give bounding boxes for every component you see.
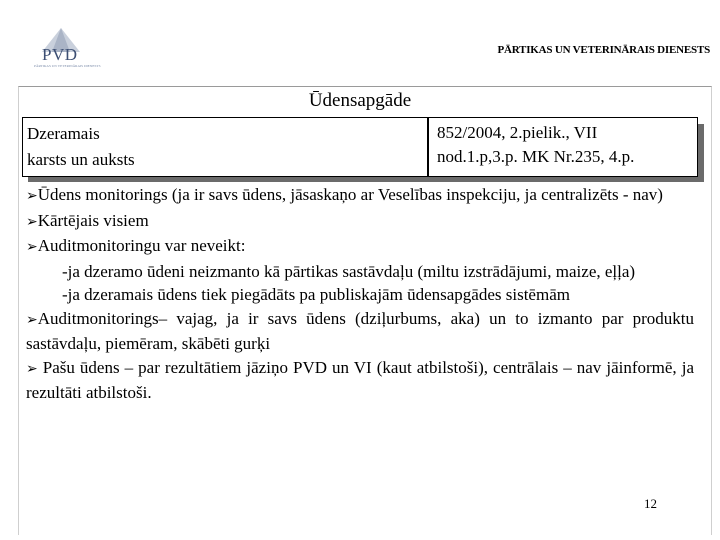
water-type-box (22, 117, 428, 177)
bullet-item: ➢ Pašu ūdens – par rezultātiem jāziņo PVD un VI (kaut atbilstoši), centrālais – nav jāinformē, ja rezultāti atbilstoši. (26, 357, 694, 402)
logo-text: PVD (42, 45, 78, 64)
regulation-line-2: nod.1.p,3.p. MK Nr.235, 4.p. (437, 147, 635, 166)
arrow-bullet-icon: ➢ (26, 188, 38, 204)
water-type-line-2: karsts un auksts (27, 150, 135, 169)
bullet-item: ➢Auditmonitorings– vajag, ja ir savs ūdens (dziļurbums, aka) un to izmanto par produktu sastāvdaļu, piemēram, skābēti gurķi (26, 308, 694, 353)
sub-item: -ja dzeramo ūdeni neizmanto kā pārtikas sastāvdaļu (miltu izstrādājumi, maize, eļļa) (62, 261, 636, 281)
arrow-bullet-icon: ➢ (26, 213, 38, 230)
page-number: 12 (644, 496, 657, 511)
bullet-item: ➢Kārtējais visiem (26, 210, 149, 230)
logo-subtext: PĀRTIKAS UN VETERINĀRAIS DIENESTS (34, 64, 101, 68)
arrow-bullet-icon: ➢ (26, 311, 38, 328)
regulation-line-1: 852/2004, 2.pielik., VII (437, 123, 598, 142)
regulation-box (428, 117, 698, 177)
slide-body (26, 183, 694, 405)
water-type-line-1: Dzeramais (27, 124, 100, 143)
organization-name: PĀRTIKAS UN VETERINĀRAIS DIENESTS (497, 44, 710, 56)
bullet-item: ➢Ūdens monitorings (ja ir savs ūdens, jāsaskaņo ar Veselības inspekciju, ja centralizēts - nav) (26, 185, 663, 204)
slide-title: Ūdensapgāde (308, 90, 412, 111)
arrow-bullet-icon: ➢ (26, 239, 38, 255)
arrow-bullet-icon: ➢ (26, 360, 38, 377)
bullet-item: ➢Auditmonitoringu var neveikt: (26, 236, 246, 255)
sub-item: -ja dzeramais ūdens tiek piegādāts pa publiskajām ūdensapgādes sistēmām (62, 285, 570, 304)
